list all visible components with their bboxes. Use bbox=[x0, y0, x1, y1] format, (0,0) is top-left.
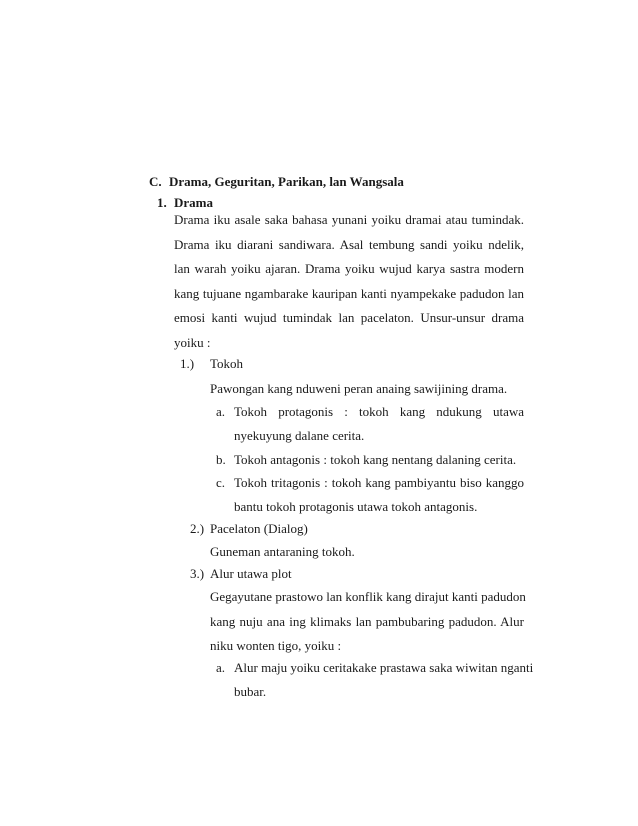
intro-line: lan warah yoiku ajaran. Drama yoiku wujud karya sastra modern bbox=[174, 261, 524, 276]
subitem-marker: b. bbox=[216, 452, 226, 467]
intro-line: yoiku : bbox=[174, 335, 211, 350]
subsection-title: Drama bbox=[174, 195, 213, 210]
intro-line: Drama iku asale saka bahasa yunani yoiku dramai atau tumindak. bbox=[174, 212, 524, 227]
subitem-line: bantu tokoh protagonis utawa tokoh antagonis. bbox=[234, 499, 478, 514]
item-description-line: kang nuju ana ing klimaks lan pambubaring padudon. Alur bbox=[210, 614, 524, 629]
section-title: Drama, Geguritan, Parikan, lan Wangsala bbox=[169, 174, 404, 189]
intro-line: emosi kanti wujud tumindak lan pacelaton. Unsur-unsur drama bbox=[174, 310, 524, 325]
subsection-marker: 1. bbox=[157, 195, 167, 210]
item-title: Alur utawa plot bbox=[210, 566, 292, 581]
subitem-marker: a. bbox=[216, 404, 226, 419]
item-marker: 3.) bbox=[190, 566, 205, 581]
subitem-line: Alur maju yoiku ceritakake prastawa saka wiwitan nganti bbox=[234, 660, 534, 675]
item-title: Pacelaton (Dialog) bbox=[210, 521, 308, 536]
subitem-line: bubar. bbox=[234, 684, 267, 699]
item-marker: 2.) bbox=[190, 521, 205, 536]
item-description-line: Gegayutane prastowo lan konflik kang dirajut kanti padudon bbox=[210, 589, 526, 604]
subitem-marker: c. bbox=[216, 475, 226, 490]
subitem-marker: a. bbox=[216, 660, 226, 675]
section-marker: C. bbox=[149, 174, 162, 189]
subitem-line: Tokoh antagonis : tokoh kang nentang dalaning cerita. bbox=[234, 452, 517, 467]
item-marker: 1.) bbox=[180, 356, 195, 371]
subitem-line: nyekuyung dalane cerita. bbox=[234, 428, 365, 443]
item-description: Pawongan kang nduweni peran anaing sawijining drama. bbox=[210, 381, 508, 396]
subitem-line: Tokoh protagonis : tokoh kang ndukung utawa bbox=[234, 404, 524, 419]
subitem-line: Tokoh tritagonis : tokoh kang pambiyantu biso kanggo bbox=[234, 475, 524, 490]
intro-line: Drama iku diarani sandiwara. Asal tembung sandi yoiku ndelik, bbox=[174, 237, 524, 252]
item-title: Tokoh bbox=[210, 356, 244, 371]
item-description-line: niku wonten tigo, yoiku : bbox=[210, 638, 342, 653]
intro-line: kang tujuane ngambarake kauripan kanti nyampekake padudon lan bbox=[174, 286, 524, 301]
item-description: Guneman antaraning tokoh. bbox=[210, 544, 355, 559]
